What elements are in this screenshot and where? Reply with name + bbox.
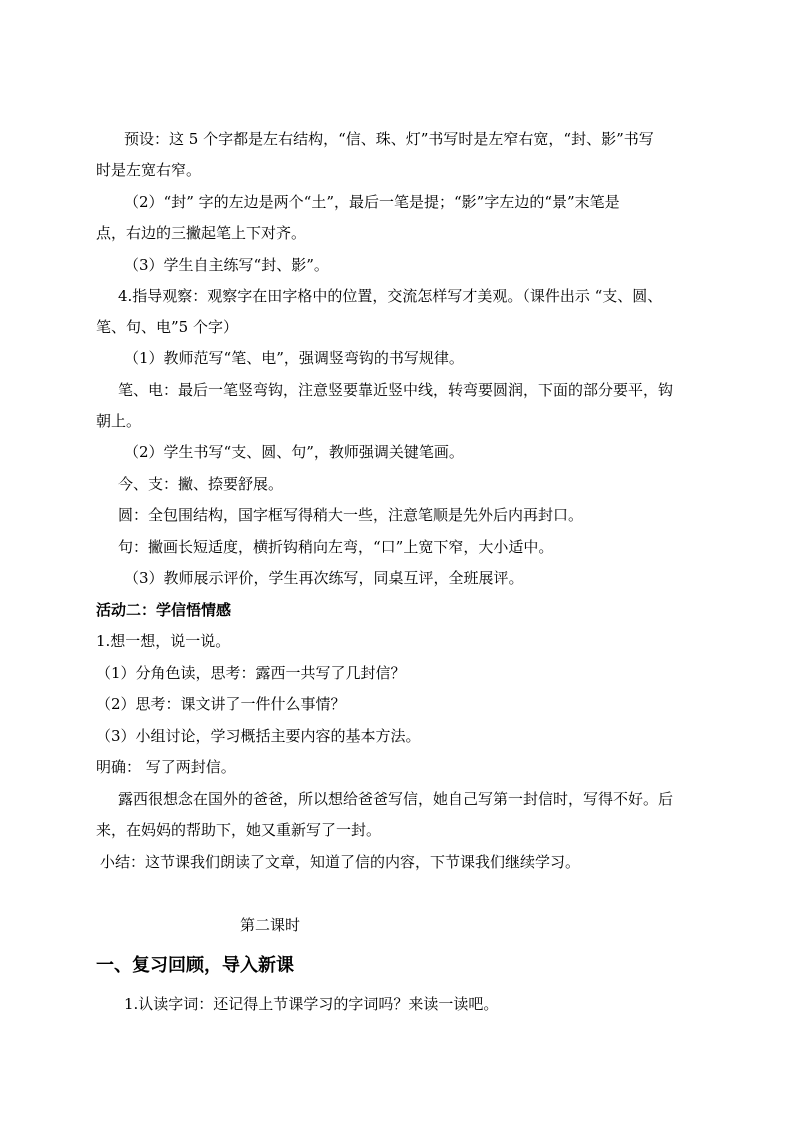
para-observe-line1: 4.指导观察：观察字在田字格中的位置，交流怎样写才美观。（课件出示 “支、圆、	[118, 287, 663, 305]
para-think-say: 1.想一想，说一说。	[96, 632, 231, 650]
para-student-write: （2）学生书写“支、圆、句”，教师强调关键笔画。	[124, 443, 464, 461]
para-lucy-line2: 来，在妈妈的帮助下，她又重新写了一封。	[96, 821, 382, 839]
activity-two-heading: 活动二：学信悟情感	[96, 601, 232, 619]
para-feng-line2: 点，右边的三撇起笔上下对齐。	[96, 224, 307, 242]
section-heading-review: 一、复习回顾，导入新课	[96, 955, 294, 976]
para-bi-dian-line1: 笔、电：最后一笔竖弯钩，注意竖要靠近竖中线，转弯要圆润，下面的部分要平，钩	[118, 381, 674, 399]
para-think-story: （2）思考：课文讲了一件什么事情？	[96, 695, 346, 713]
para-preset-line2: 时是左宽右窄。	[96, 161, 202, 179]
para-practice: （3）学生自主练写“封、影”。	[124, 256, 329, 274]
para-observe-line2: 笔、句、电”5 个字）	[96, 318, 238, 336]
para-clarify: 明确： 写了两封信。	[96, 758, 236, 776]
para-jin-zhi: 今、支：撇、捺要舒展。	[118, 475, 284, 493]
para-ju: 句：撇画长短适度，横折钩稍向左弯，“口”上宽下窄，大小适中。	[118, 538, 554, 556]
para-role-read: （1）分角色读，思考：露西一共写了几封信？	[96, 664, 406, 682]
para-bi-dian-line2: 朝上。	[96, 412, 142, 430]
para-evaluate: （3）教师展示评价，学生再次练写，同桌互评，全班展评。	[124, 569, 524, 587]
para-preset-line1: 预设：这 5 个字都是左右结构，“信、珠、灯”书写时是左窄右宽，“封、影”书写	[124, 130, 654, 148]
para-summary: 小结：这节课我们朗读了文章，知道了信的内容，下节课我们继续学习。	[100, 853, 581, 871]
para-feng-line1: （2）“封” 字的左边是两个“土”，最后一笔是提；“影”字左边的“景”末笔是	[124, 193, 620, 211]
para-teacher-demo: （1）教师范写“笔、电”，强调竖弯钩的书写规律。	[124, 349, 464, 367]
para-yuan: 圆：全包围结构，国字框写得稍大一些，注意笔顺是先外后内再封口。	[118, 506, 584, 524]
second-lesson-title: 第二课时	[240, 916, 301, 934]
para-read-words: 1.认读字词：还记得上节课学习的字词吗？来读一读吧。	[124, 995, 499, 1013]
para-group-discuss: （3）小组讨论，学习概括主要内容的基本方法。	[96, 727, 421, 745]
para-lucy-line1: 露西很想念在国外的爸爸，所以想给爸爸写信，她自己写第一封信时，写得不好。后	[118, 790, 674, 808]
